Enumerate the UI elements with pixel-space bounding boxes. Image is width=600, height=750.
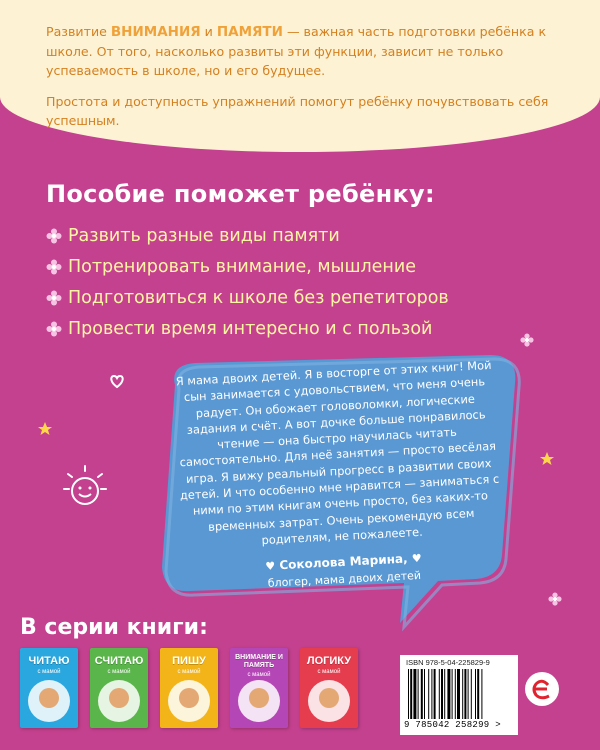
barcode-graphic [408,669,510,719]
flower-icon [520,333,534,347]
intro-highlight-memory: ПАМЯТИ [216,24,283,40]
book-cover-counting[interactable]: СЧИТАЮ с мамой [90,648,148,728]
book-illustration [168,680,210,722]
series-title: В серии книги: [20,615,208,640]
help-title: Пособие поможет ребёнку: [46,180,435,208]
flower-icon [46,290,62,306]
heart-icon: ♥ [265,559,276,574]
book-cover-attention-memory[interactable]: ВНИМАНИЕ И ПАМЯТЬ с мамой [230,648,288,728]
star-icon [540,452,554,466]
publisher-logo [525,672,559,706]
benefits-list [46,220,449,344]
benefit-item: Развить разные виды памяти [46,220,449,251]
star-icon [38,422,52,436]
book-illustration [308,680,350,722]
isbn-digits: 9 785042 258299 > [404,720,501,730]
flower-icon [46,259,62,275]
review-author: ♥ Соколова Марина, ♥ [265,551,422,574]
flower-icon [548,592,562,606]
book-illustration [238,680,280,722]
book-cover-logic[interactable]: ЛОГИКУ с мамой [300,648,358,728]
smiley-sun-icon [62,464,108,510]
isbn-label: ISBN 978-5-04-225829-9 [406,658,490,667]
book-cover-reading[interactable]: ЧИТАЮ с мамой [20,648,78,728]
benefit-item: Потренировать внимание, мышление [46,251,449,282]
book-cover-writing[interactable]: ПИШУ с мамой [160,648,218,728]
intro-paragraph-1: Развитие ВНИМАНИЯ и ПАМЯТИ — важная часть подготовки ребёнка к школе. От того, насколько развиты эти функции, зависит не только успеваемость в школе, но и его будущее. [46,24,547,78]
flower-icon [46,321,62,337]
review-text: Я мама двоих детей. Я в восторге от этих книг! Мой сын занимается с удовольствием, что меня очень радует. Он обожает головоломки, логические задания и счёт. А вот дочке больше понравилось чтение — она быстро научилась читать самостоятельно. Для неё занятия — просто весёлая игра. Я вижу реальный прогресс в развитии своих детей. И что особенно мне нравится — заниматься с ними по этим книгам очень просто, без каких-то временных затрат. Очень рекомендую всем родителям, не пожалеете. [175,357,500,548]
intro-highlight-attention: ВНИМАНИЯ [110,24,201,40]
review-author-role: блогер, мама двоих детей [267,568,422,590]
publisher-logo-icon [525,672,559,706]
heart-icon: ♥ [411,552,422,566]
book-illustration [28,680,70,722]
series-books [20,648,358,728]
benefit-item: Провести время интересно и с пользой [46,313,449,344]
heart-outline-icon [108,372,126,390]
intro-text [46,22,566,142]
book-illustration [98,680,140,722]
isbn-barcode-box [400,655,518,735]
intro-paragraph-2: Простота и доступность упражнений помогут ребёнку почувствовать себя успешным. [46,94,549,128]
review-text-block [172,357,505,596]
benefit-item: Подготовиться к школе без репетиторов [46,282,449,313]
flower-icon [46,228,62,244]
